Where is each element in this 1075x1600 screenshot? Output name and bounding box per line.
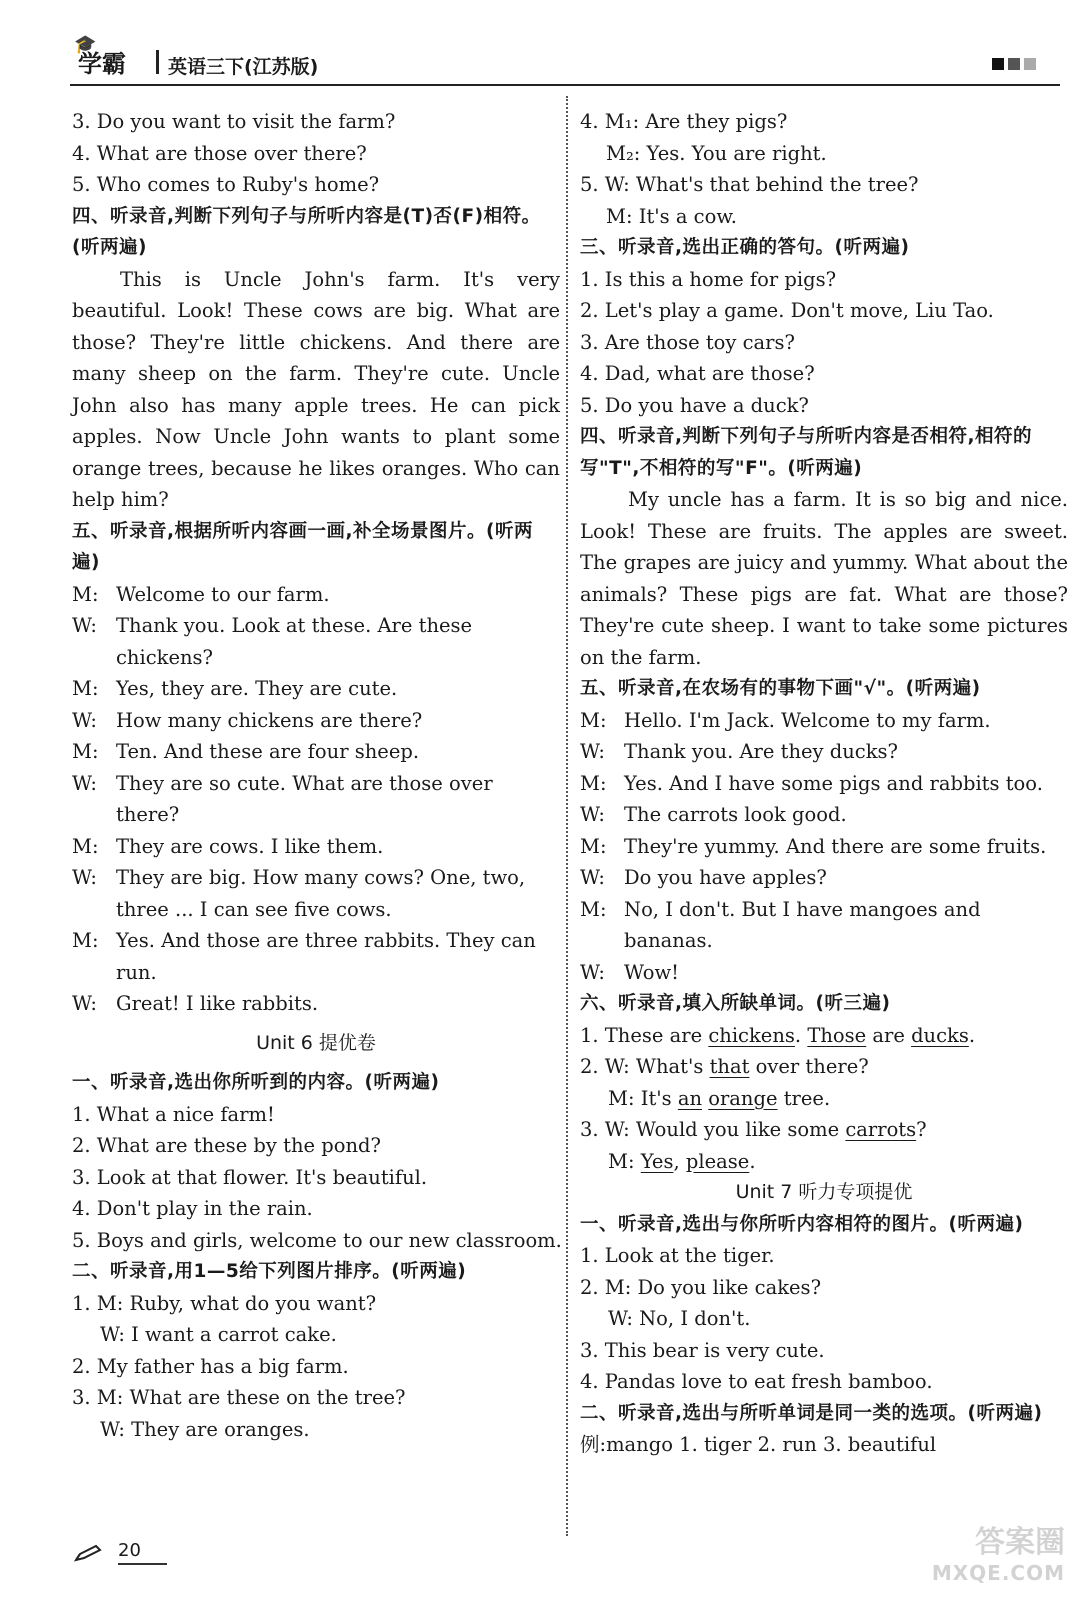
unit-title: Unit 7 听力专项提优 (735, 1181, 913, 1203)
fill-in-line (580, 1114, 1068, 1146)
question-line: 3. M: What are these on the tree? (72, 1386, 406, 1409)
section-heading: 一、听录音,选出你所听到的内容。(听两遍) (72, 1072, 440, 1093)
dialogue-line (72, 705, 560, 737)
fill-text: M: (608, 1149, 641, 1173)
speaker-label: M: (72, 929, 99, 952)
dialogue-line (580, 862, 1068, 894)
dialogue-text: Thank you. Look at these. Are these chickens? (116, 614, 473, 669)
dialogue-text: How many chickens are there? (116, 708, 423, 732)
fill-in-line (580, 1083, 1068, 1115)
fill-text: 2. W: What's (580, 1055, 710, 1078)
header-decoration (992, 58, 1036, 70)
answer-word: Those (807, 1023, 867, 1047)
dialogue-text: They are cows. I like them. (116, 834, 384, 858)
watermark (931, 1525, 1065, 1588)
speaker-label: M: (72, 834, 99, 858)
question-line: 3. Do you want to visit the farm? (72, 110, 396, 133)
answer-word: that (709, 1055, 750, 1078)
fill-text: , (673, 1149, 686, 1173)
question-line: 4. What are those over there? (72, 141, 367, 165)
speaker-label: M: (580, 771, 607, 795)
brand-name: 学霸 (78, 50, 126, 78)
dialogue-line (580, 768, 1068, 800)
fill-text: . (749, 1149, 756, 1173)
dialogue-line (580, 799, 1068, 831)
dialogue-line (72, 862, 560, 925)
page-header (70, 34, 1060, 86)
question-line: 3. Are those toy cars? (580, 330, 795, 354)
question-line: 2. M: Do you like cakes? (580, 1275, 822, 1299)
dialogue-text: They're yummy. And there are some fruits. (624, 834, 1047, 858)
dialogue-line (72, 610, 560, 673)
speaker-label: W: (72, 614, 97, 637)
dialogue-line (580, 736, 1068, 768)
watermark-url: MXQE.COM (931, 1561, 1065, 1585)
section-heading: 四、听录音,判断下列句子与所听内容是否相符,相符的写"T",不相符的写"F"。(听两遍) (580, 426, 1033, 479)
section-heading: 四、听录音,判断下列句子与所听内容是(T)否(F)相符。(听两遍) (72, 205, 541, 258)
question-line: 4. Dad, what are those? (580, 362, 815, 385)
fill-text: 3. W: Would you like some (580, 1118, 846, 1141)
block-icon (1008, 58, 1020, 70)
dialogue-text: Great! I like rabbits. (116, 992, 319, 1015)
dialogue-text: Hello. I'm Jack. Welcome to my farm. (624, 708, 991, 732)
speaker-label: W: (580, 866, 605, 889)
fill-text: . (968, 1023, 976, 1047)
speaker-label: W: (72, 771, 97, 795)
page-number: 20 (118, 1540, 167, 1565)
question-line: 4. Don't play in the rain. (72, 1197, 313, 1220)
dialogue-text: The carrots look good. (624, 803, 847, 826)
subject-title: 英语三下(江苏版) (168, 56, 319, 78)
fill-text: tree. (777, 1086, 831, 1110)
dialogue-line (580, 831, 1068, 863)
speaker-label: W: (72, 866, 97, 889)
dialogue-line (580, 705, 1068, 737)
dialogue-line (72, 579, 560, 611)
answer-word: chickens (708, 1023, 795, 1047)
dialogue-line (72, 736, 560, 768)
dialogue-text: Do you have apples? (624, 866, 827, 889)
block-icon (992, 58, 1004, 70)
question-line: W: They are oranges. (100, 1417, 310, 1441)
example-line: 例:mango 1. tiger 2. run 3. beautiful (580, 1433, 937, 1456)
question-line: W: I want a carrot cake. (100, 1323, 337, 1346)
question-line: 2. My father has a big farm. (72, 1354, 349, 1378)
section-heading: 五、听录音,根据所听内容画一画,补全场景图片。(听两遍) (72, 520, 534, 573)
question-line: 5. Who comes to Ruby's home? (72, 173, 380, 196)
unit-title: Unit 6 提优卷 (256, 1031, 376, 1054)
dialogue-text: Ten. And these are four sheep. (116, 740, 420, 763)
dialogue-text: Yes. And I have some pigs and rabbits too. (624, 771, 1043, 795)
speaker-label: M: (580, 708, 607, 732)
fill-in-line (580, 1146, 1068, 1178)
speaker-label: W: (72, 708, 97, 732)
header-separator (156, 50, 159, 74)
question-line: 1. What a nice farm! (72, 1102, 275, 1126)
speaker-label: W: (72, 992, 97, 1015)
graduation-cap-icon: 🎓 (74, 34, 97, 55)
dialogue-text: Wow! (624, 960, 679, 984)
speaker-label: M: (72, 740, 99, 763)
dialogue-text: Yes, they are. They are cute. (116, 677, 398, 700)
listening-passage: This is Uncle John's farm. It's very beautiful. Look! These cows are big. What are those? They're little chickens. And there are many sheep on the farm. They're cute. Uncle John also has many apple trees. He can pick apples. Now Uncle John wants to plant some orange trees, because he likes oranges. Who can help him? (72, 267, 560, 511)
dialogue-line (72, 768, 560, 831)
dialogue-text: Thank you. Are they ducks? (624, 740, 899, 763)
block-icon (1024, 58, 1036, 70)
section-heading: 二、听录音,用1—5给下列图片排序。(听两遍) (72, 1261, 467, 1282)
fill-text: are (866, 1023, 912, 1047)
dialogue-line (72, 925, 560, 988)
speaker-label: M: (72, 677, 99, 700)
answer-word: orange (708, 1086, 778, 1110)
brand-logo (74, 34, 126, 79)
question-line: 5. Do you have a duck? (580, 393, 809, 417)
fill-in-line (580, 1020, 1068, 1052)
right-column (580, 106, 1068, 1461)
question-line: 1. M: Ruby, what do you want? (72, 1291, 377, 1315)
fill-in-line (580, 1051, 1068, 1083)
dialogue-line (580, 957, 1068, 989)
fill-text: . (794, 1023, 808, 1047)
watermark-text: 答案圈 (975, 1525, 1065, 1560)
speaker-label: W: (580, 803, 605, 826)
question-line: 3. This bear is very cute. (580, 1338, 825, 1362)
dialogue-text: No, I don't. But I have mangoes and bananas. (624, 897, 981, 952)
dialogue-line (72, 831, 560, 863)
speaker-label: W: (580, 960, 605, 984)
answer-word: carrots (845, 1118, 917, 1141)
answer-word: Yes (640, 1149, 674, 1173)
dialogue-line (72, 673, 560, 705)
section-heading: 五、听录音,在农场有的事物下画"√"。(听两遍) (580, 678, 981, 699)
listening-passage: My uncle has a farm. It is so big and nice. Look! These are fruits. The apples are sweet. The grapes are juicy and yummy. What about the animals? These pigs are fat. What are those? They're cute sheep. I want to take some pictures on the farm. (580, 488, 1068, 669)
speaker-label: M: (580, 897, 607, 921)
section-heading: 三、听录音,选出正确的答句。(听两遍) (580, 237, 910, 258)
question-line: 5. Boys and girls, welcome to our new classroom. (72, 1228, 562, 1252)
question-line: 3. Look at that flower. It's beautiful. (72, 1165, 428, 1189)
answer-word: ducks (911, 1023, 969, 1047)
question-line: 4. Pandas love to eat fresh bamboo. (580, 1370, 933, 1393)
fill-text: M: It's (608, 1086, 678, 1110)
dialogue-text: They are big. How many cows? One, two, three ... I can see five cows. (116, 866, 526, 921)
dialogue-line (72, 988, 560, 1020)
dialogue-text: Yes. And those are three rabbits. They can run. (116, 929, 536, 984)
question-line: M: It's a cow. (606, 204, 737, 228)
page-footer (74, 1540, 167, 1565)
question-line: 5. W: What's that behind the tree? (580, 173, 919, 196)
question-line: 2. What are these by the pond? (72, 1134, 381, 1157)
question-line: W: No, I don't. (608, 1307, 751, 1330)
section-heading: 一、听录音,选出与你所听内容相符的图片。(听两遍) (580, 1213, 1024, 1235)
section-heading: 二、听录音,选出与所听单词是同一类的选项。(听两遍) (580, 1402, 1043, 1424)
left-column (72, 106, 560, 1445)
speaker-label: M: (72, 582, 99, 606)
question-line: 4. M₁: Are they pigs? (580, 110, 788, 133)
answer-word: please (685, 1149, 750, 1173)
fill-text: 1. These are (580, 1023, 709, 1047)
speaker-label: M: (580, 834, 607, 858)
question-line: 1. Is this a home for pigs? (580, 267, 837, 291)
fill-text: ? (916, 1118, 927, 1141)
section-heading: 六、听录音,填入所缺单词。(听三遍) (580, 993, 891, 1014)
fill-text: over there? (749, 1055, 869, 1078)
speaker-label: W: (580, 740, 605, 763)
dialogue-text: They are so cute. What are those over there? (116, 771, 493, 826)
question-line: 2. Let's play a game. Don't move, Liu Tao. (580, 299, 994, 322)
column-divider (566, 96, 568, 1536)
pencil-icon (74, 1544, 102, 1562)
dialogue-line (580, 894, 1068, 957)
question-line: M₂: Yes. You are right. (606, 141, 827, 165)
dialogue-text: Welcome to our farm. (116, 582, 330, 606)
answer-word: an (677, 1086, 703, 1110)
question-line: 1. Look at the tiger. (580, 1244, 775, 1267)
